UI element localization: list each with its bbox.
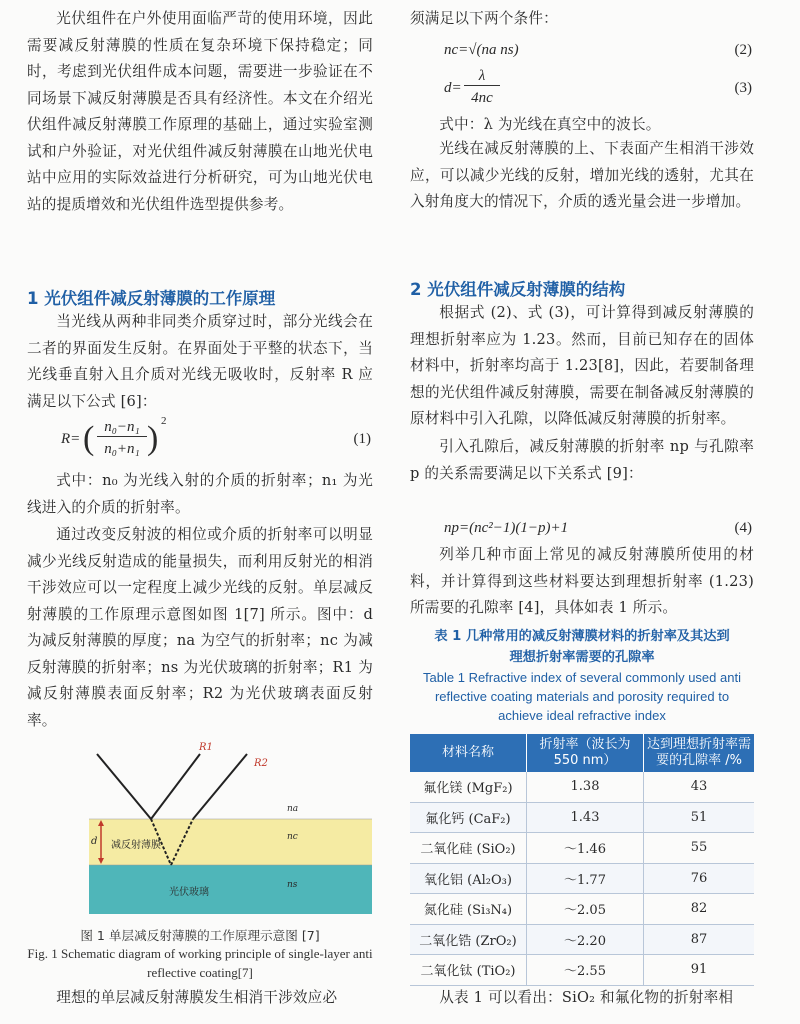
table-title-cn-line1: 表 1 几种常用的减反射薄膜材料的折射率及其达到	[434, 629, 730, 644]
table-title-cn-line2: 理想折射率需要的孔隙率	[509, 650, 655, 665]
paragraph-transmission: 光线在减反射薄膜的上、下表面产生相消干涉效应，可以减少光线的反射，增加光线的透射，尤其在入射角度大的情况下，介质的透光量会进一步增加。	[410, 140, 754, 210]
table-cell-material: 氟化钙 (CaF₂)	[410, 802, 527, 833]
table-cell-index: 1.43	[527, 802, 644, 833]
label-r2: R2	[254, 758, 268, 769]
table-cell-porosity: 43	[644, 772, 755, 802]
incident-ray	[97, 754, 151, 819]
table-header-index: 折射率（波长为550 nm）	[527, 734, 644, 772]
intro-paragraph: 光伏组件在户外使用面临严苛的使用环境，因此需要减反射薄膜的性质在复杂环境下保持稳定；同时，考虑到光伏组件成本问题，需要进一步验证在不同场景下减反射薄膜是否具有经济性。本文在介绍光伏组件减反射薄膜工作原理的基础上，通过实验室测试和户外验证，对光伏组件减反射薄膜在山地光伏电站中应用的实际效益进行分析研究，可为山地光伏电站的提质增效和光伏组件选型提供参考。	[27, 10, 373, 213]
table-title-en-line3: achieve ideal refractive index	[498, 708, 666, 723]
label-film: 减反射薄膜	[111, 840, 161, 851]
table-cell-index: ～2.55	[527, 955, 644, 986]
table-cell-porosity: 91	[644, 955, 755, 986]
equation-3	[410, 68, 754, 112]
label-ns: ns	[287, 880, 298, 890]
table-cell-index: ～2.05	[527, 894, 644, 925]
eq2-label: (2)	[734, 42, 752, 58]
section-heading-2: 2 光伏组件减反射薄膜的结构	[410, 280, 626, 299]
figure-1-caption-cn: 图 1 单层减反射薄膜的工作原理示意图 [7]	[80, 928, 320, 943]
paragraph-where-2: 式中：λ 为光线在真空中的波长。	[439, 116, 661, 133]
equation-1: R= ( n₀−n₁ n₀+n₁ ) 2 (1)	[61, 415, 371, 457]
table-title-en-line2: reflective coating materials and porosity required to	[434, 689, 730, 704]
eq3-lhs: d=	[444, 80, 462, 96]
table-1	[410, 734, 754, 986]
eq2-expression: nc=√(na ns)	[444, 42, 519, 58]
table-cell-porosity: 87	[644, 924, 755, 955]
glass-layer	[89, 865, 372, 914]
paragraph-conditions: 须满足以下两个条件：	[410, 10, 558, 27]
table-cell-material: 氟化镁 (MgF₂)	[410, 772, 527, 802]
paragraph-conclusion: 从表 1 可以看出：SiO₂ 和氟化物的折射率相	[439, 989, 734, 1006]
eq3-label: (3)	[734, 80, 752, 96]
table-cell-porosity: 51	[644, 802, 755, 833]
equation-2	[410, 38, 754, 72]
label-na: na	[287, 804, 299, 814]
figure-1-svg	[89, 746, 372, 914]
table-cell-material: 氧化铝 (Al₂O₃)	[410, 863, 527, 894]
paragraph-porosity: 引入孔隙后，减反射薄膜的折射率 np 与孔隙率 p 的关系需要满足以下关系式 [9]：	[410, 438, 754, 482]
table-row	[410, 802, 754, 833]
table-header-material: 材料名称	[410, 734, 527, 772]
table-cell-index: ～1.77	[527, 863, 644, 894]
table-header-row	[410, 734, 754, 772]
reflected-ray-r2	[193, 754, 247, 819]
figure-1-diagram	[89, 742, 372, 914]
table-row	[410, 894, 754, 925]
figure-1-caption-en: Fig. 1 Schematic diagram of working principle of single-layer anti reflective coating[7]	[27, 946, 373, 980]
paragraph-ideal-index: 根据式 (2)、式 (3)，可计算得到减反射薄膜的理想折射率应为 1.23。然而，目前已知存在的固体材料中，折射率均高于 1.23[8]，因此，若要制备理想的光伏组件减反射薄膜，需要在制备减反射薄膜的原材料中引入孔隙，以降低减反射薄膜的折射率。	[410, 304, 754, 427]
table-cell-material: 二氧化硅 (SiO₂)	[410, 833, 527, 864]
table-title-en-line1: Table 1 Refractive index of several commonly used anti	[423, 670, 741, 685]
reflected-ray-r1	[151, 754, 200, 819]
table-cell-material: 氮化硅 (Si₃N₄)	[410, 894, 527, 925]
table-header-porosity: 达到理想折射率需要的孔隙率 /%	[644, 734, 755, 772]
label-nc: nc	[287, 832, 298, 842]
paragraph-where-1: 式中：n₀ 为光线入射的介质的折射率；n₁ 为光线进入的介质的折射率。	[27, 472, 373, 516]
section-heading-1: 1 光伏组件减反射薄膜的工作原理	[27, 289, 276, 308]
eq1-label: (1)	[353, 431, 371, 447]
eq3-denominator: 4nc	[471, 90, 493, 106]
table-row	[410, 924, 754, 955]
eq3-numerator: λ	[464, 68, 500, 86]
eq4-label: (4)	[734, 520, 752, 536]
table-row	[410, 772, 754, 802]
table-cell-porosity: 76	[644, 863, 755, 894]
paragraph-interference: 通过改变反射波的相位或介质的折射率可以明显减少光线反射造成的能量损失，而利用反射光的相消干涉效应可以一定程度上减少光线的反射。单层减反射薄膜的工作原理示意图如图 1[7] 所示。图中：d 为减反射薄膜的厚度；na 为空气的折射率；nc 为减反射薄膜的折射率；ns 为光伏玻璃的折射率；R1 为减反射薄膜表面反射率；R2 为光伏玻璃表面反射率。	[27, 526, 373, 729]
table-1-title	[410, 626, 754, 725]
paragraph-reflection: 当光线从两种非同类介质穿过时，部分光线会在二者的界面发生反射。在界面处于平整的状态下，当光线垂直射入且介质对光线无吸收时，反射率 R 应满足以下公式 [6]：	[27, 313, 373, 410]
table-cell-index: ～2.20	[527, 924, 644, 955]
table-cell-material: 二氧化锆 (ZrO₂)	[410, 924, 527, 955]
eq4-expression: np=(nc²−1)(1−p)+1	[444, 520, 569, 536]
eq1-numerator: n₀−n₁	[97, 419, 147, 437]
eq1-denominator: n₀+n₁	[104, 441, 140, 457]
paragraph-ideal-film: 理想的单层减反射薄膜发生相消干涉效应必	[56, 989, 338, 1006]
table-cell-index: 1.38	[527, 772, 644, 802]
eq1-exponent: 2	[161, 415, 167, 427]
table-row	[410, 833, 754, 864]
label-r1: R1	[199, 742, 213, 753]
eq1-lhs: R=	[61, 431, 81, 447]
paragraph-materials: 列举几种市面上常见的减反射薄膜所使用的材料，并计算得到这些材料要达到理想折射率 (1.23) 所需要的孔隙率 [4]，具体如表 1 所示。	[410, 546, 754, 616]
table-row	[410, 955, 754, 986]
table-row	[410, 863, 754, 894]
label-d: d	[91, 836, 98, 847]
table-cell-porosity: 55	[644, 833, 755, 864]
label-glass: 光伏玻璃	[169, 887, 209, 898]
table-cell-porosity: 82	[644, 894, 755, 925]
table-cell-index: ～1.46	[527, 833, 644, 864]
table-cell-material: 二氧化钛 (TiO₂)	[410, 955, 527, 986]
